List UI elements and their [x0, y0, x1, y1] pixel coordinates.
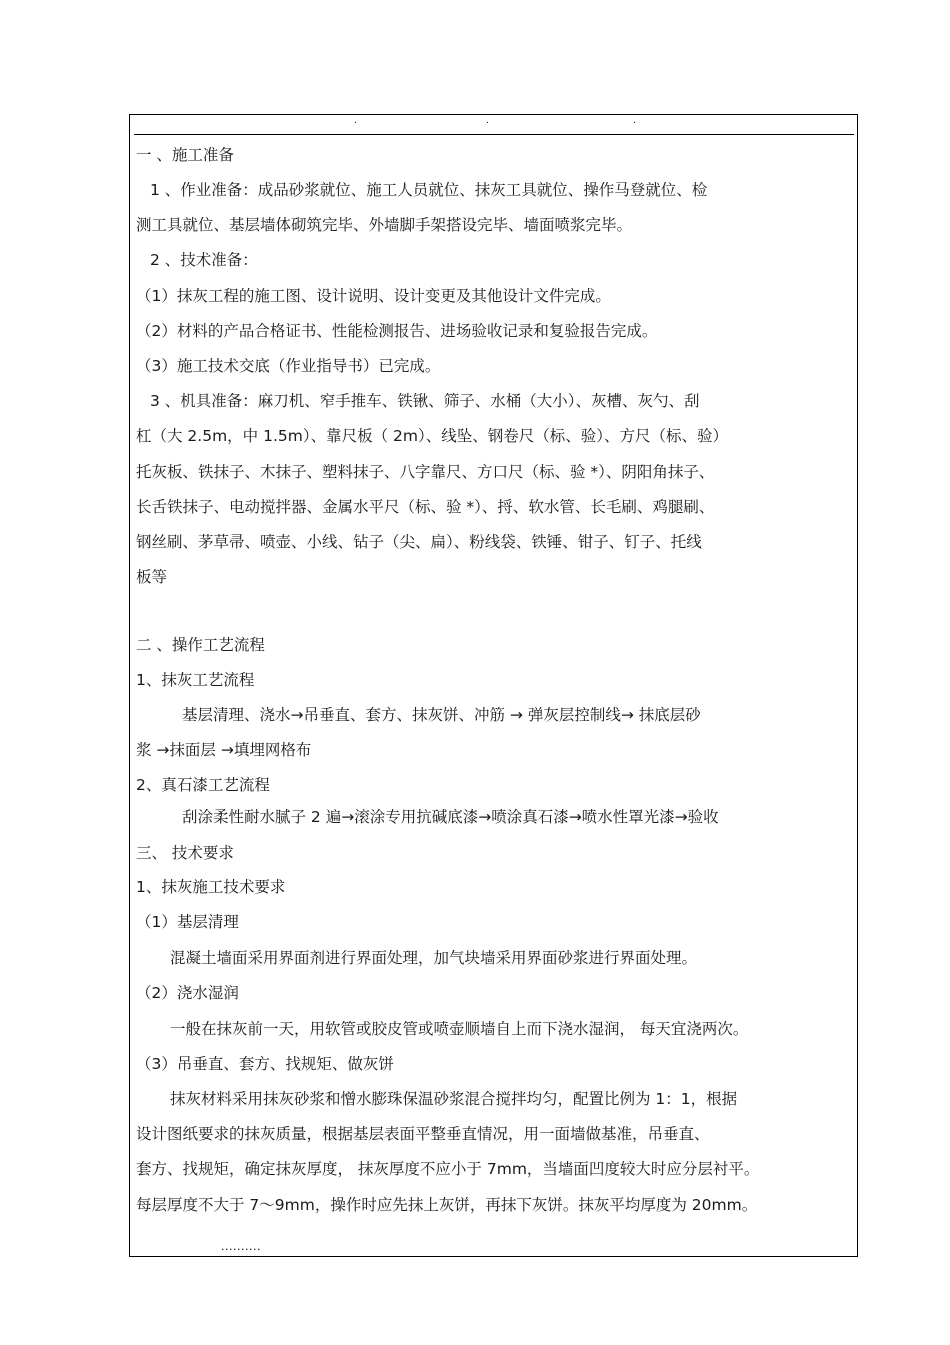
- section-heading: 三、 技术要求: [136, 844, 234, 862]
- paragraph-line: 浆 →抹面层 →填埋网格布: [136, 741, 312, 759]
- header-dot: .: [354, 116, 357, 126]
- footer-dots: ..........: [221, 1240, 261, 1253]
- paragraph-line: 刮涂柔性耐水腻子 2 遍→滚涂专用抗碱底漆→喷涂真石漆→喷水性罩光漆→验收: [182, 808, 719, 826]
- subsection-heading: （1）基层清理: [136, 913, 239, 931]
- paragraph-line: （3）施工技术交底（作业指导书）已完成。: [136, 357, 441, 375]
- subsection-heading: （2）浇水湿润: [136, 984, 239, 1002]
- paragraph-line: 托灰板、铁抹子、木抹子、塑料抹子、八字靠尺、方口尺（标、验 *）、阴阳角抹子、: [136, 463, 715, 481]
- paragraph-line: 3 、机具准备：麻刀机、窄手推车、铁锹、筛子、水桶（大小）、灰槽、灰勺、刮: [150, 392, 700, 410]
- paragraph-line: 抹灰材料采用抹灰砂浆和憎水膨珠保温砂浆混合搅拌均匀，配置比例为 1：1，根据: [170, 1090, 738, 1108]
- subsection-heading: 1、抹灰工艺流程: [136, 671, 255, 689]
- section-heading: 一 、施工准备: [136, 146, 234, 164]
- paragraph-line: （2）材料的产品合格证书、性能检测报告、进场验收记录和复验报告完成。: [136, 322, 658, 340]
- paragraph-line: 设计图纸要求的抹灰质量，根据基层表面平整垂直情况，用一面墙做基准，吊垂直、: [136, 1125, 710, 1143]
- paragraph-line: 每层厚度不大于 7～9mm，操作时应先抹上灰饼，再抹下灰饼。抹灰平均厚度为 20mm。: [136, 1196, 758, 1214]
- paragraph-line: 一般在抹灰前一天，用软管或胶皮管或喷壶顺墙自上而下浇水湿润， 每天宜浇两次。: [170, 1020, 749, 1038]
- header-dot: .: [486, 116, 489, 126]
- paragraph-line: （1）抹灰工程的施工图、设计说明、设计变更及其他设计文件完成。: [136, 287, 611, 305]
- paragraph-line: 杠（大 2.5m，中 1.5m）、靠尺板（ 2m）、线坠、钢卷尺（标、验）、方尺（标、验）: [136, 427, 728, 445]
- paragraph-line: 钢丝刷、茅草帚、喷壶、小线、钻子（尖、扁）、粉线袋、铁锤、钳子、钉子、托线: [136, 533, 702, 551]
- paragraph-line: 测工具就位、基层墙体砌筑完毕、外墙脚手架搭设完毕、墙面喷浆完毕。: [136, 216, 633, 234]
- paragraph-line: 板等: [136, 568, 168, 586]
- paragraph-line: 2 、技术准备：: [150, 251, 258, 269]
- paragraph-line: 1 、作业准备：成品砂浆就位、施工人员就位、抹灰工具就位、操作马登就位、检: [150, 181, 708, 199]
- subsection-heading: 2、真石漆工艺流程: [136, 776, 270, 794]
- header-dot: .: [633, 116, 636, 126]
- paragraph-line: 基层清理、浇水→吊垂直、套方、抹灰饼、冲筋 → 弹灰层控制线→ 抹底层砂: [182, 706, 701, 724]
- subsection-heading: 1、抹灰施工技术要求: [136, 878, 286, 896]
- paragraph-line: 套方、找规矩，确定抹灰厚度， 抹灰厚度不应小于 7mm，当墙面凹度较大时应分层衬平。: [136, 1160, 760, 1178]
- section-heading: 二 、操作工艺流程: [136, 636, 265, 654]
- paragraph-line: 混凝土墙面采用界面剂进行界面处理，加气块墙采用界面砂浆进行界面处理。: [170, 949, 698, 967]
- paragraph-line: 长舌铁抹子、电动搅拌器、金属水平尺（标、验 *）、捋、软水管、长毛刷、鸡腿刷、: [136, 498, 715, 516]
- subsection-heading: （3）吊垂直、套方、找规矩、做灰饼: [136, 1055, 394, 1073]
